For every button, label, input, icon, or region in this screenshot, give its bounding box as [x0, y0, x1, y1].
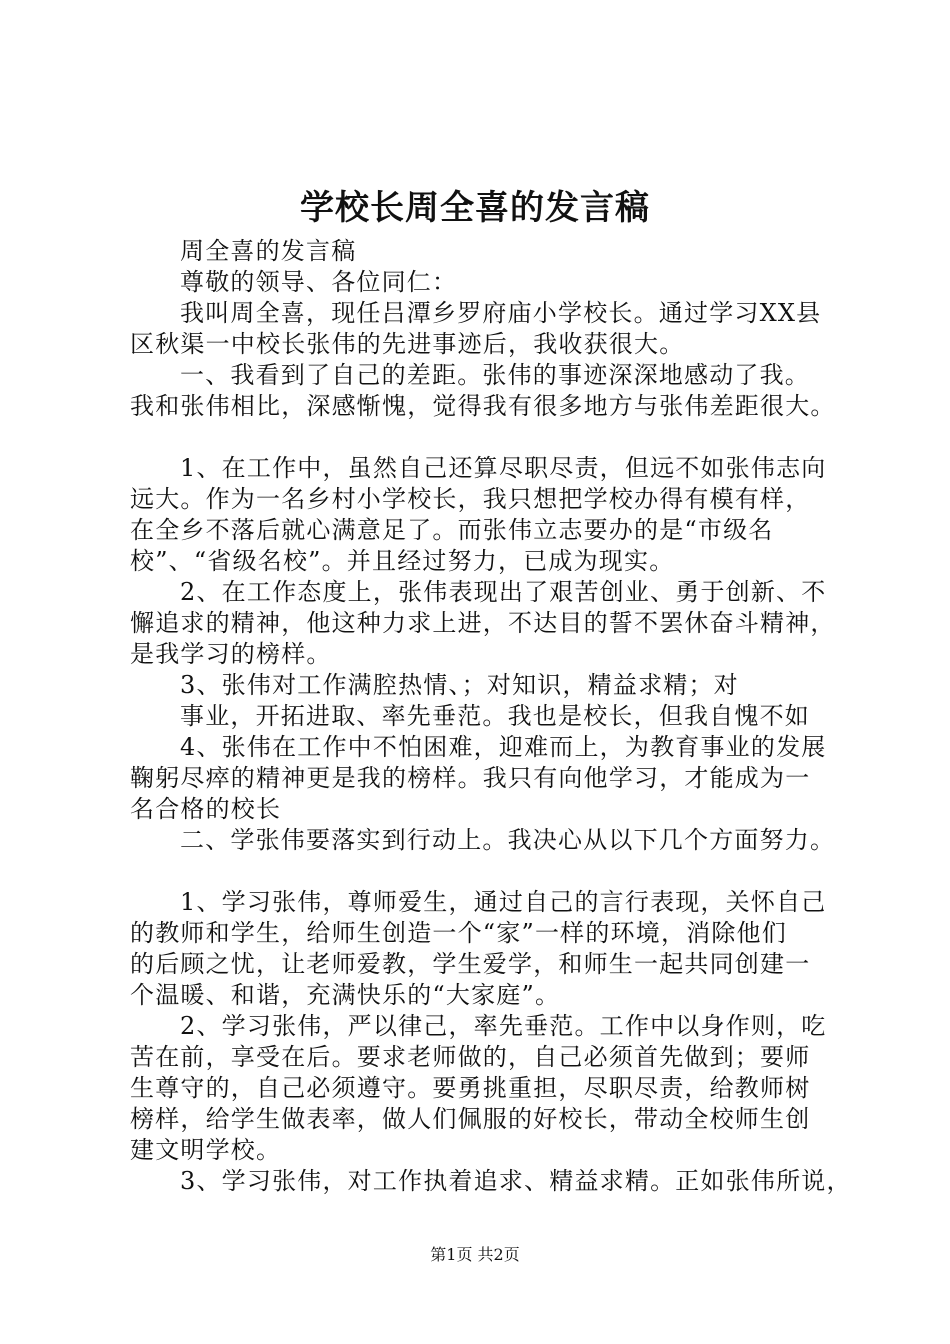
paragraph-line: 4、张伟在工作中不怕困难，迎难而上，为教育事业的发展 [180, 733, 827, 761]
paragraph-gap [130, 422, 830, 453]
paragraph-line: 建文明学校。 [130, 1136, 282, 1164]
paragraph-line: 名合格的校长 [130, 795, 282, 823]
paragraph-line: 3、张伟对工作满腔热情、；对知识，精益求精；对 [180, 671, 739, 699]
paragraph-line: 校”、“省级名校”。并且经过努力，已成为现实。 [130, 547, 675, 575]
paragraph-line: 1、学习张伟，尊师爱生，通过自己的言行表现，关怀自己 [180, 888, 827, 916]
paragraph-line: 尊敬的领导、各位同仁： [180, 268, 458, 296]
document-body [130, 236, 852, 1197]
paragraph-line: 鞠躬尽瘁的精神更是我的榜样。我只有向他学习，才能成为一 [130, 764, 811, 792]
paragraph-line: 2、在工作态度上，张伟表现出了艰苦创业、勇于创新、不 [180, 578, 827, 606]
page-number-footer: 第1页 共2页 [430, 1245, 520, 1264]
paragraph-line: 3、学习张伟，对工作执着追求、精益求精。正如张伟所说， [180, 1167, 852, 1195]
paragraph-line: 在全乡不落后就心满意足了。而张伟立志要办的是“市级名 [130, 516, 774, 544]
paragraph-line: 二、学张伟要落实到行动上。我决心从以下几个方面努力。 [180, 826, 836, 854]
paragraph-line: 一、我看到了自己的差距。张伟的事迹深深地感动了我。 [180, 361, 810, 389]
paragraph-line: 苦在前，享受在后。要求老师做的，自己必须首先做到；要师 [130, 1043, 811, 1071]
paragraph-line: 的后顾之忧，让老师爱教，学生爱学，和师生一起共同创建一 [130, 950, 811, 978]
paragraph-line: 1、在工作中，虽然自己还算尽职尽责，但远不如张伟志向 [180, 454, 827, 482]
paragraph-gap [130, 856, 830, 887]
paragraph-line: 生尊守的，自己必须遵守。要勇挑重担，尽职尽责，给教师树 [130, 1074, 811, 1102]
paragraph-line: 我和张伟相比，深感惭愧，觉得我有很多地方与张伟差距很大。 [130, 392, 836, 420]
paragraph-line: 的教师和学生，给师生创造一个“家”一样的环境，消除他们 [130, 919, 787, 947]
paragraph-line: 个温暖、和谐，充满快乐的“大家庭”。 [130, 981, 561, 1009]
paragraph-line: 远大。作为一名乡村小学校长，我只想把学校办得有模有样， [130, 485, 811, 513]
paragraph-line: 是我学习的榜样。 [130, 640, 332, 668]
paragraph-line: 懈追求的精神，他这种力求上进，不达目的誓不罢休奋斗精神， [130, 609, 836, 637]
paragraph-line: 周全喜的发言稿 [180, 237, 357, 265]
paragraph-line: 我叫周全喜，现任吕潭乡罗府庙小学校长。通过学习XX县 [180, 299, 822, 327]
paragraph-line: 榜样，给学生做表率，做人们佩服的好校长，带动全校师生创 [130, 1105, 811, 1133]
paragraph-line: 区秋渠一中校长张伟的先进事迹后，我收获很大。 [130, 330, 685, 358]
document-title: 学校长周全喜的发言稿 [300, 188, 650, 228]
paragraph-line: 事业，开拓进取、率先垂范。我也是校长，但我自愧不如 [180, 702, 810, 730]
paragraph-line: 2、学习张伟，严以律己，率先垂范。工作中以身作则，吃 [180, 1012, 827, 1040]
